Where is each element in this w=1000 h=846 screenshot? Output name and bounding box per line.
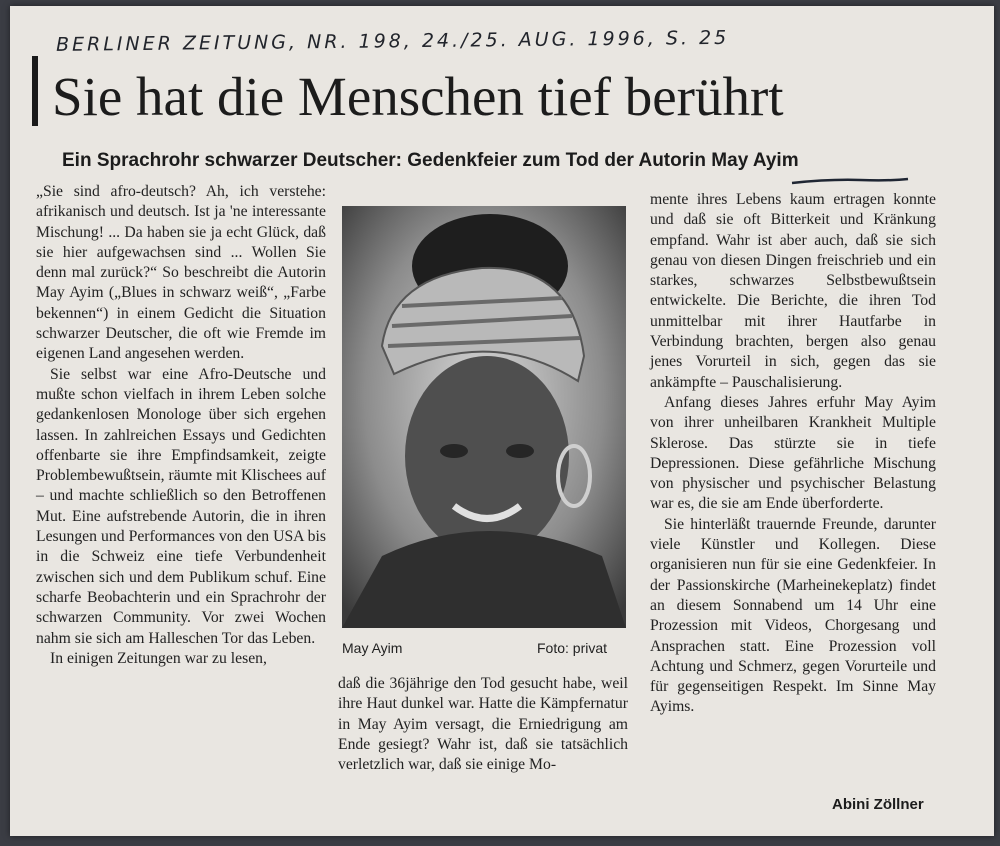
handwritten-source-note: BERLINER ZEITUNG, NR. 198, 24./25. AUG. 1996, S. 25 — [55, 26, 730, 56]
headline-bar — [32, 56, 38, 126]
article-column-2 — [338, 674, 628, 775]
paragraph: In einigen Zeitungen war zu lesen, — [50, 649, 267, 667]
photo-caption: May Ayim — [342, 640, 403, 656]
paragraph: Anfang dieses Jahres erfuhr May Ayim von ihrer unheilbaren Krankheit Multiple Sklerose. Das stürzte sie in tiefe Depressionen. Diese gefährliche Mischung von physischer und psychischer Belastung war es, die sie am Ende überforderte. — [650, 393, 936, 513]
article-column-3 — [650, 190, 936, 718]
paragraph: daß die 36jährige den Tod gesucht habe, weil ihre Haut dunkel war. Hatte die Kämpfernatur in May Ayim versagt, die Erniedrigung am Ende gesiegt? Wahr ist, daß sie tatsächlich verletzlich war, daß sie einige Mo- — [338, 675, 628, 774]
portrait-photo — [342, 206, 626, 628]
handwritten-underline — [790, 176, 910, 186]
paragraph: mente ihres Lebens kaum ertragen konnte und daß sie oft Bitterkeit und Kränkung empfand. Wahr ist aber auch, daß sie sich genau von diesen Dingen freischrieb und ein starkes, schwarzes Selbstbewußtsein entwickelte. Die Berichte, die ihren Tod unmittelbar mit ihrer Hautfarbe in Verbindung brachten, bergen also genau jenes Vorurteil in sich, gegen das sie ankämpfte – Pauschalisierung. — [650, 191, 936, 391]
paragraph: Sie selbst war eine Afro-Deutsche und mußte schon vielfach in ihrem Leben solche gedankenlosen Monologe über sich ergehen lassen. In zahlreichen Essays und Gedichten offenbarte sie ihre Empfindsamkeit, zeigte Problembewußtsein, räumte mit Klischees auf – und machte schließlich so den Betroffenen Mut. Eine aufstrebende Autorin, die in ihren Lesungen und Performances von den USA bis in die Schweiz eine tiefe Verbundenheit zwischen sich und dem Publikum schuf. Eine scharfe Beobachterin und ein Sprachrohr der schwarzen Community. Vor zwei Wochen nahm sie sich am Halleschen Tor das Leben. — [36, 365, 326, 647]
paragraph: Sie hinterläßt trauernde Freunde, darunter viele Künstler und Kollegen. Diese organisieren nun für sie eine Gedenkfeier. In der Passionskirche (Marheinekeplatz) findet an diesem Sonnabend um 14 Uhr eine Prozession mit Videos, Chorgesang und Ansprachen statt. Eine Prozession voll Achtung und Schmerz, gegen Vorurteile und für gegenseitigen Respekt. Im Sinne May Ayims. — [650, 515, 936, 716]
photo-credit: Foto: privat — [537, 640, 608, 656]
paragraph: „Sie sind afro-deutsch? Ah, ich verstehe: afrikanisch und deutsch. Ist ja 'ne interessante Mischung! ... Da haben sie ja echt Glück, daß sie hier aufgewachsen sind ... Wollen Sie denn mal zurück?“ So beschreibt die Autorin May Ayim („Blues in schwarz weiß“, „Farbe bekennen“) in einem Gedicht die Situation schwarzer Deutscher, die oft wie Fremde im eigenen Land angesehen werden. — [36, 183, 326, 363]
article-column-1 — [36, 182, 326, 669]
headline: Sie hat die Menschen tief berührt — [52, 66, 784, 127]
author-byline: Abini Zöllner — [832, 796, 924, 813]
subheadline: Ein Sprachrohr schwarzer Deutscher: Gedenkfeier zum Tod der Autorin May Ayim — [62, 150, 799, 171]
